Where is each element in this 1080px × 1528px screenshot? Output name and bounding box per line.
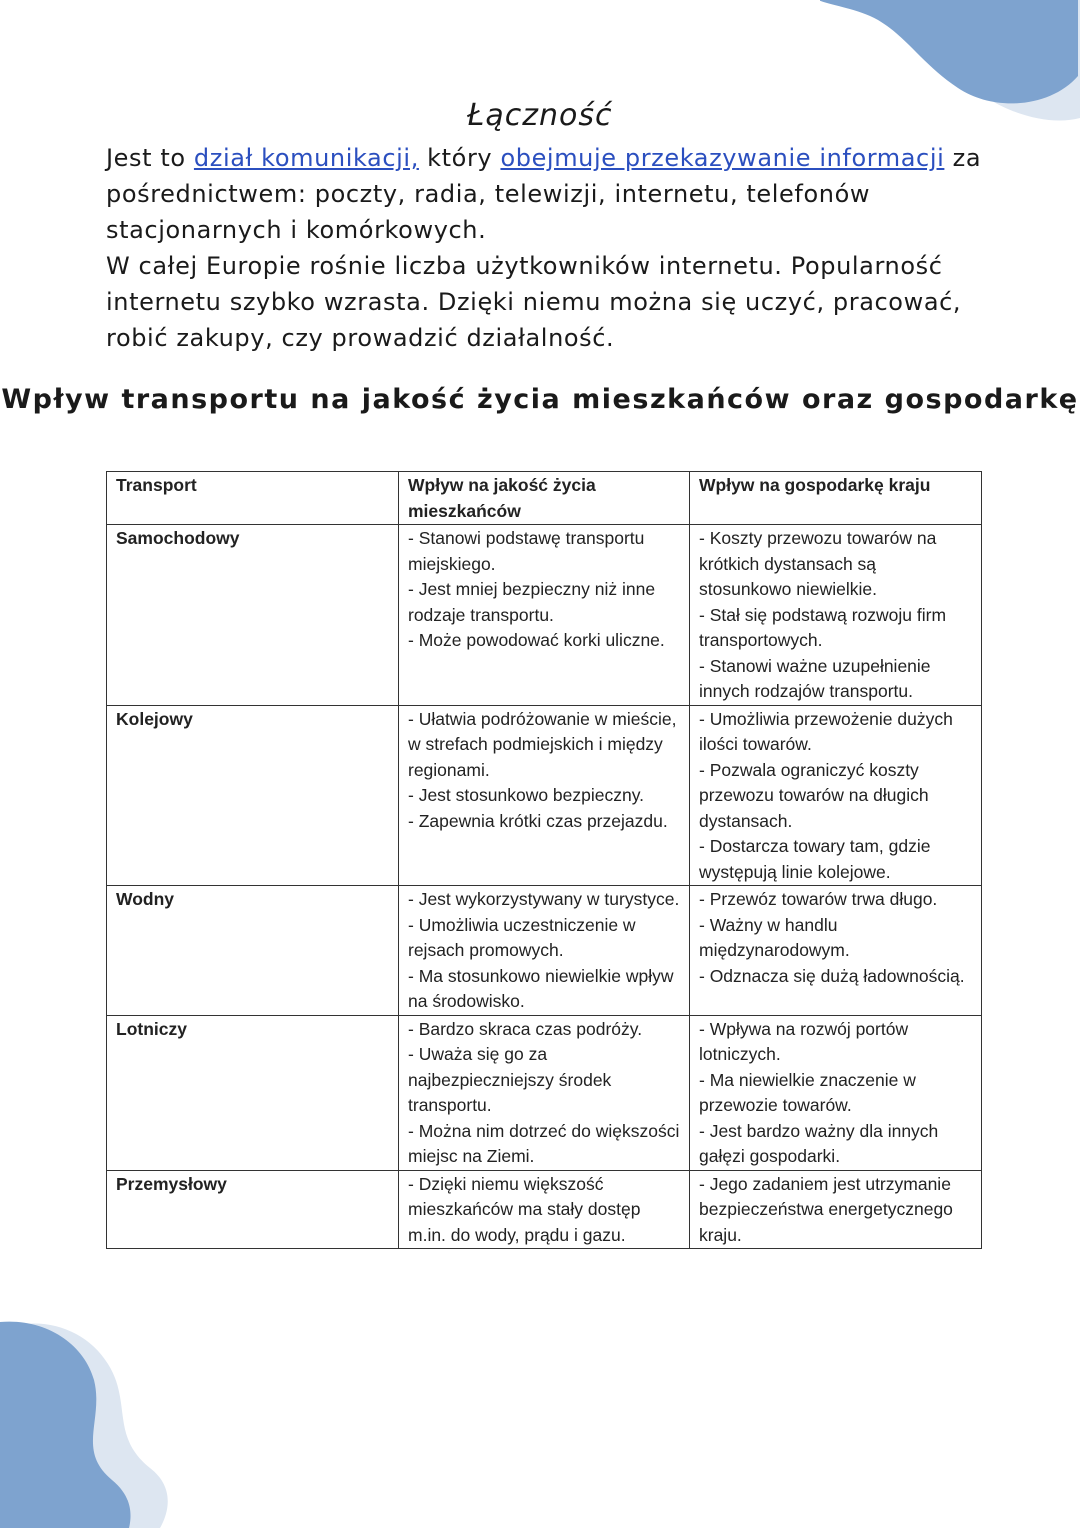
life-impact-cell (399, 705, 690, 886)
economy-impact-item: - Jego zadaniem jest utrzymanie bezpieczeństwa energetycznego kraju. (699, 1173, 953, 1245)
intro-text (106, 140, 986, 356)
economy-impact-item: - Wpływa na rozwój portów lotniczych. (699, 1018, 909, 1064)
intro-text-start: Jest to (106, 144, 194, 172)
transport-type: Samochodowy (107, 525, 399, 706)
intro-paragraph-2: W całej Europie rośnie liczba użytkowników internetu. Popularność internetu szybko wzrasta. Dzięki niemu można się uczyć, pracować, robić zakupy, czy prowadzić działalność. (106, 252, 962, 352)
economy-impact-item: - Stał się podstawą rozwoju firm transportowych. (699, 604, 947, 650)
table-row (107, 1170, 982, 1249)
link-przekazywanie-informacji: obejmuje przekazywanie informacji (500, 144, 945, 172)
economy-impact-item: - Dostarcza towary tam, gdzie występują linie kolejowe. (699, 836, 931, 882)
life-impact-item: - Ułatwia podróżowanie w mieście, w strefach podmiejskich i między regionami. (408, 708, 677, 780)
life-impact-cell (399, 1015, 690, 1170)
intro-text-end: za pośrednictwem: poczty, radia, telewizji, internetu, telefonów stacjonarnych i komórkowych. (106, 144, 982, 244)
intro-paragraph-1 (106, 140, 986, 248)
life-impact-item: - Jest stosunkowo bezpieczny. (408, 785, 645, 805)
intro-text-middle: który (418, 144, 501, 172)
life-impact-item: - Umożliwia uczestniczenie w rejsach promowych. (408, 914, 636, 960)
transport-type: Przemysłowy (107, 1170, 399, 1249)
life-impact-cell (399, 1170, 690, 1249)
economy-impact-item: - Jest bardzo ważny dla innych gałęzi gospodarki. (699, 1120, 939, 1166)
economy-impact-item: - Stanowi ważne uzupełnienie innych rodzajów transportu. (699, 655, 931, 701)
transport-type: Kolejowy (107, 705, 399, 886)
economy-impact-cell (690, 525, 982, 706)
life-impact-item: - Jest wykorzystywany w turystyce. (408, 889, 680, 909)
life-impact-item: - Ma stosunkowo niewielkie wpływ na środowisko. (408, 965, 674, 1011)
table-header-row (107, 472, 982, 525)
economy-impact-cell (690, 1170, 982, 1249)
economy-impact-cell (690, 705, 982, 886)
life-impact-item: - Uważa się go za najbezpieczniejszy środek transportu. (408, 1044, 612, 1115)
header-economy-impact: Wpływ na gospodarkę kraju (690, 472, 982, 525)
header-life-impact: Wpływ na jakość życia mieszkańców (399, 472, 690, 525)
economy-impact-item: - Ważny w handlu międzynarodowym. (699, 914, 850, 960)
economy-impact-item: - Przewóz towarów trwa długo. (699, 889, 938, 909)
economy-impact-cell (690, 1015, 982, 1170)
economy-impact-item: - Pozwala ograniczyć koszty przewozu towarów na długich dystansach. (699, 759, 929, 831)
table-row (107, 525, 982, 706)
page-title: Łączność (467, 98, 613, 133)
link-dzial-komunikacji: dział komunikacji, (193, 144, 419, 172)
transport-type: Wodny (107, 886, 399, 1016)
life-impact-item: - Może powodować korki uliczne. (408, 630, 665, 650)
economy-impact-item: - Odznacza się dużą ładownością. (699, 965, 965, 986)
life-impact-item: - Dzięki niemu większość mieszkańców ma stały dostęp m.in. do wody, prądu i gazu. (408, 1173, 641, 1245)
economy-impact-item: - Koszty przewozu towarów na krótkich dystansach są stosunkowo niewielkie. (699, 528, 937, 599)
table-body (107, 525, 982, 1249)
header-transport: Transport (107, 472, 399, 525)
economy-impact-cell (690, 886, 982, 1016)
economy-impact-item: - Ma niewielkie znaczenie w przewozie towarów. (699, 1069, 916, 1115)
life-impact-item: - Jest mniej bezpieczny niż inne rodzaje transportu. (408, 579, 656, 625)
table-row (107, 705, 982, 886)
section-subheading: Wpływ transportu na jakość życia mieszkańców oraz gospodarkę (1, 384, 1079, 415)
table-row (107, 886, 982, 1016)
transport-type: Lotniczy (107, 1015, 399, 1170)
table-row (107, 1015, 982, 1170)
decorative-blob-bottom-left (0, 1318, 230, 1528)
economy-impact-item: - Umożliwia przewożenie dużych ilości towarów. (699, 708, 953, 754)
life-impact-item: - Można nim dotrzeć do większości miejsc na Ziemi. (408, 1120, 680, 1166)
life-impact-cell (399, 525, 690, 706)
life-impact-item: - Bardzo skraca czas podróży. (408, 1018, 643, 1039)
life-impact-item: - Stanowi podstawę transportu miejskiego. (408, 528, 645, 574)
transport-impact-table (106, 471, 982, 1249)
life-impact-item: - Zapewnia krótki czas przejazdu. (408, 810, 668, 831)
life-impact-cell (399, 886, 690, 1016)
